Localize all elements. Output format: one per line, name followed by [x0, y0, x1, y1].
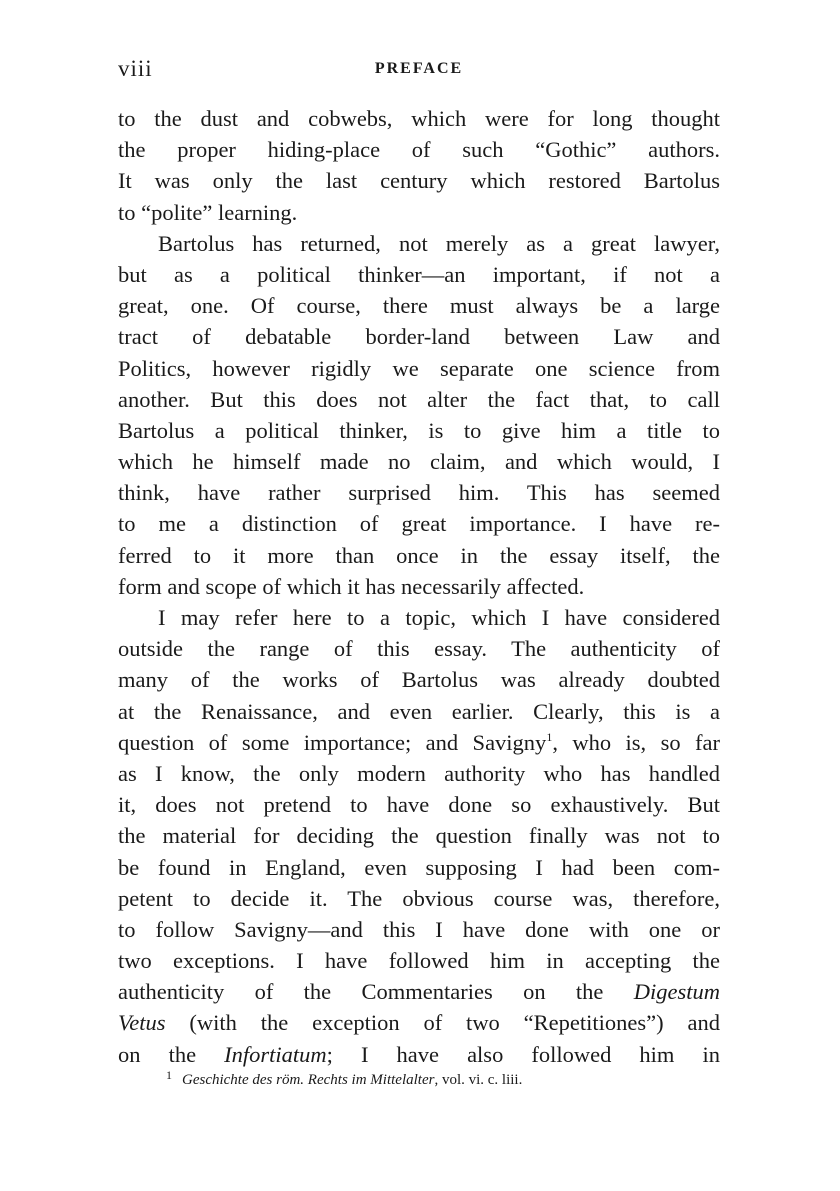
text-line: Bartolus a political thinker, is to give him a title to [118, 417, 720, 443]
text-line: outside the range of this essay. The authenticity of [118, 636, 720, 662]
text-line: the material for deciding the question finally was not to [118, 823, 720, 849]
page-number: viii [118, 56, 153, 81]
text-line: be found in England, even supposing I had been com- [118, 854, 720, 880]
text-line: to follow Savigny—and this I have done with one or [118, 916, 720, 942]
paragraph-start-line: Bartolus has returned, not merely as a great lawyer, [158, 230, 720, 256]
text-line [118, 1007, 720, 1038]
paragraph-start-line: I may refer here to a topic, which I have considered [158, 605, 720, 630]
line-text: ; I have also followed him in [326, 1041, 720, 1067]
text-line: ferred to it more than once in the essay itself, the [118, 542, 720, 568]
text-line: form and scope of which it has necessarily affected. [118, 573, 585, 599]
footnote [118, 1064, 720, 1091]
text-line: petent to decide it. The obvious course was, therefore, [118, 885, 720, 911]
text-line: which he himself made no claim, and which would, I [118, 449, 720, 475]
footnote-reference: 1 [546, 729, 553, 744]
text-line: many of the works of Bartolus was already doubted [118, 667, 720, 693]
text-line: to the dust and cobwebs, which were for long thought [118, 106, 720, 131]
line-text: authenticity of the Commentaries on the [118, 979, 604, 1005]
text-line: the proper hiding-place of such “Gothic” authors. [118, 137, 720, 163]
italic-title: Vetus [118, 1010, 166, 1036]
italic-title: Digestum [633, 979, 721, 1005]
footnote-citation-rest: , vol. vi. c. liii. [434, 1072, 523, 1088]
footnote-mark: 1 [166, 1068, 172, 1082]
line-text: on the [118, 1041, 197, 1067]
running-head [118, 56, 720, 86]
text-line: to “polite” learning. [118, 199, 298, 225]
line-text: , who is, so far [552, 729, 720, 755]
text-line: as I know, the only modern authority who has handled [118, 760, 720, 786]
text-line: great, one. Of course, there must always be a large [118, 293, 720, 319]
text-line: It was only the last century which restored Bartolus [118, 168, 720, 194]
text-line: two exceptions. I have followed him in accepting the [118, 948, 720, 974]
text-line: but as a political thinker—an important, if not a [118, 261, 720, 287]
text-line: Politics, however rigidly we separate one science from [118, 355, 720, 381]
italic-title: Infortiatum [224, 1041, 327, 1067]
text-line: to me a distinction of great importance. I have re- [118, 511, 720, 537]
running-title: PREFACE [374, 60, 464, 77]
text-line [118, 976, 720, 1007]
text-line: at the Renaissance, and even earlier. Clearly, this is a [118, 698, 720, 724]
text-line-with-note [118, 727, 720, 758]
text-line: think, have rather surprised him. This has seemed [118, 480, 720, 506]
text-line: it, does not pretend to have done so exhaustively. But [118, 792, 720, 818]
footnote-citation-title: Geschichte des röm. Rechts im Mittelalter [182, 1072, 435, 1088]
line-text: question of some importance; and Savigny [118, 729, 547, 755]
line-text: (with the exception of two “Repetitiones”) and [189, 1010, 720, 1036]
text-line: another. But this does not alter the fact that, to call [118, 386, 720, 412]
text-line: tract of debatable border-land between Law and [118, 324, 720, 350]
body-text [118, 103, 720, 1070]
